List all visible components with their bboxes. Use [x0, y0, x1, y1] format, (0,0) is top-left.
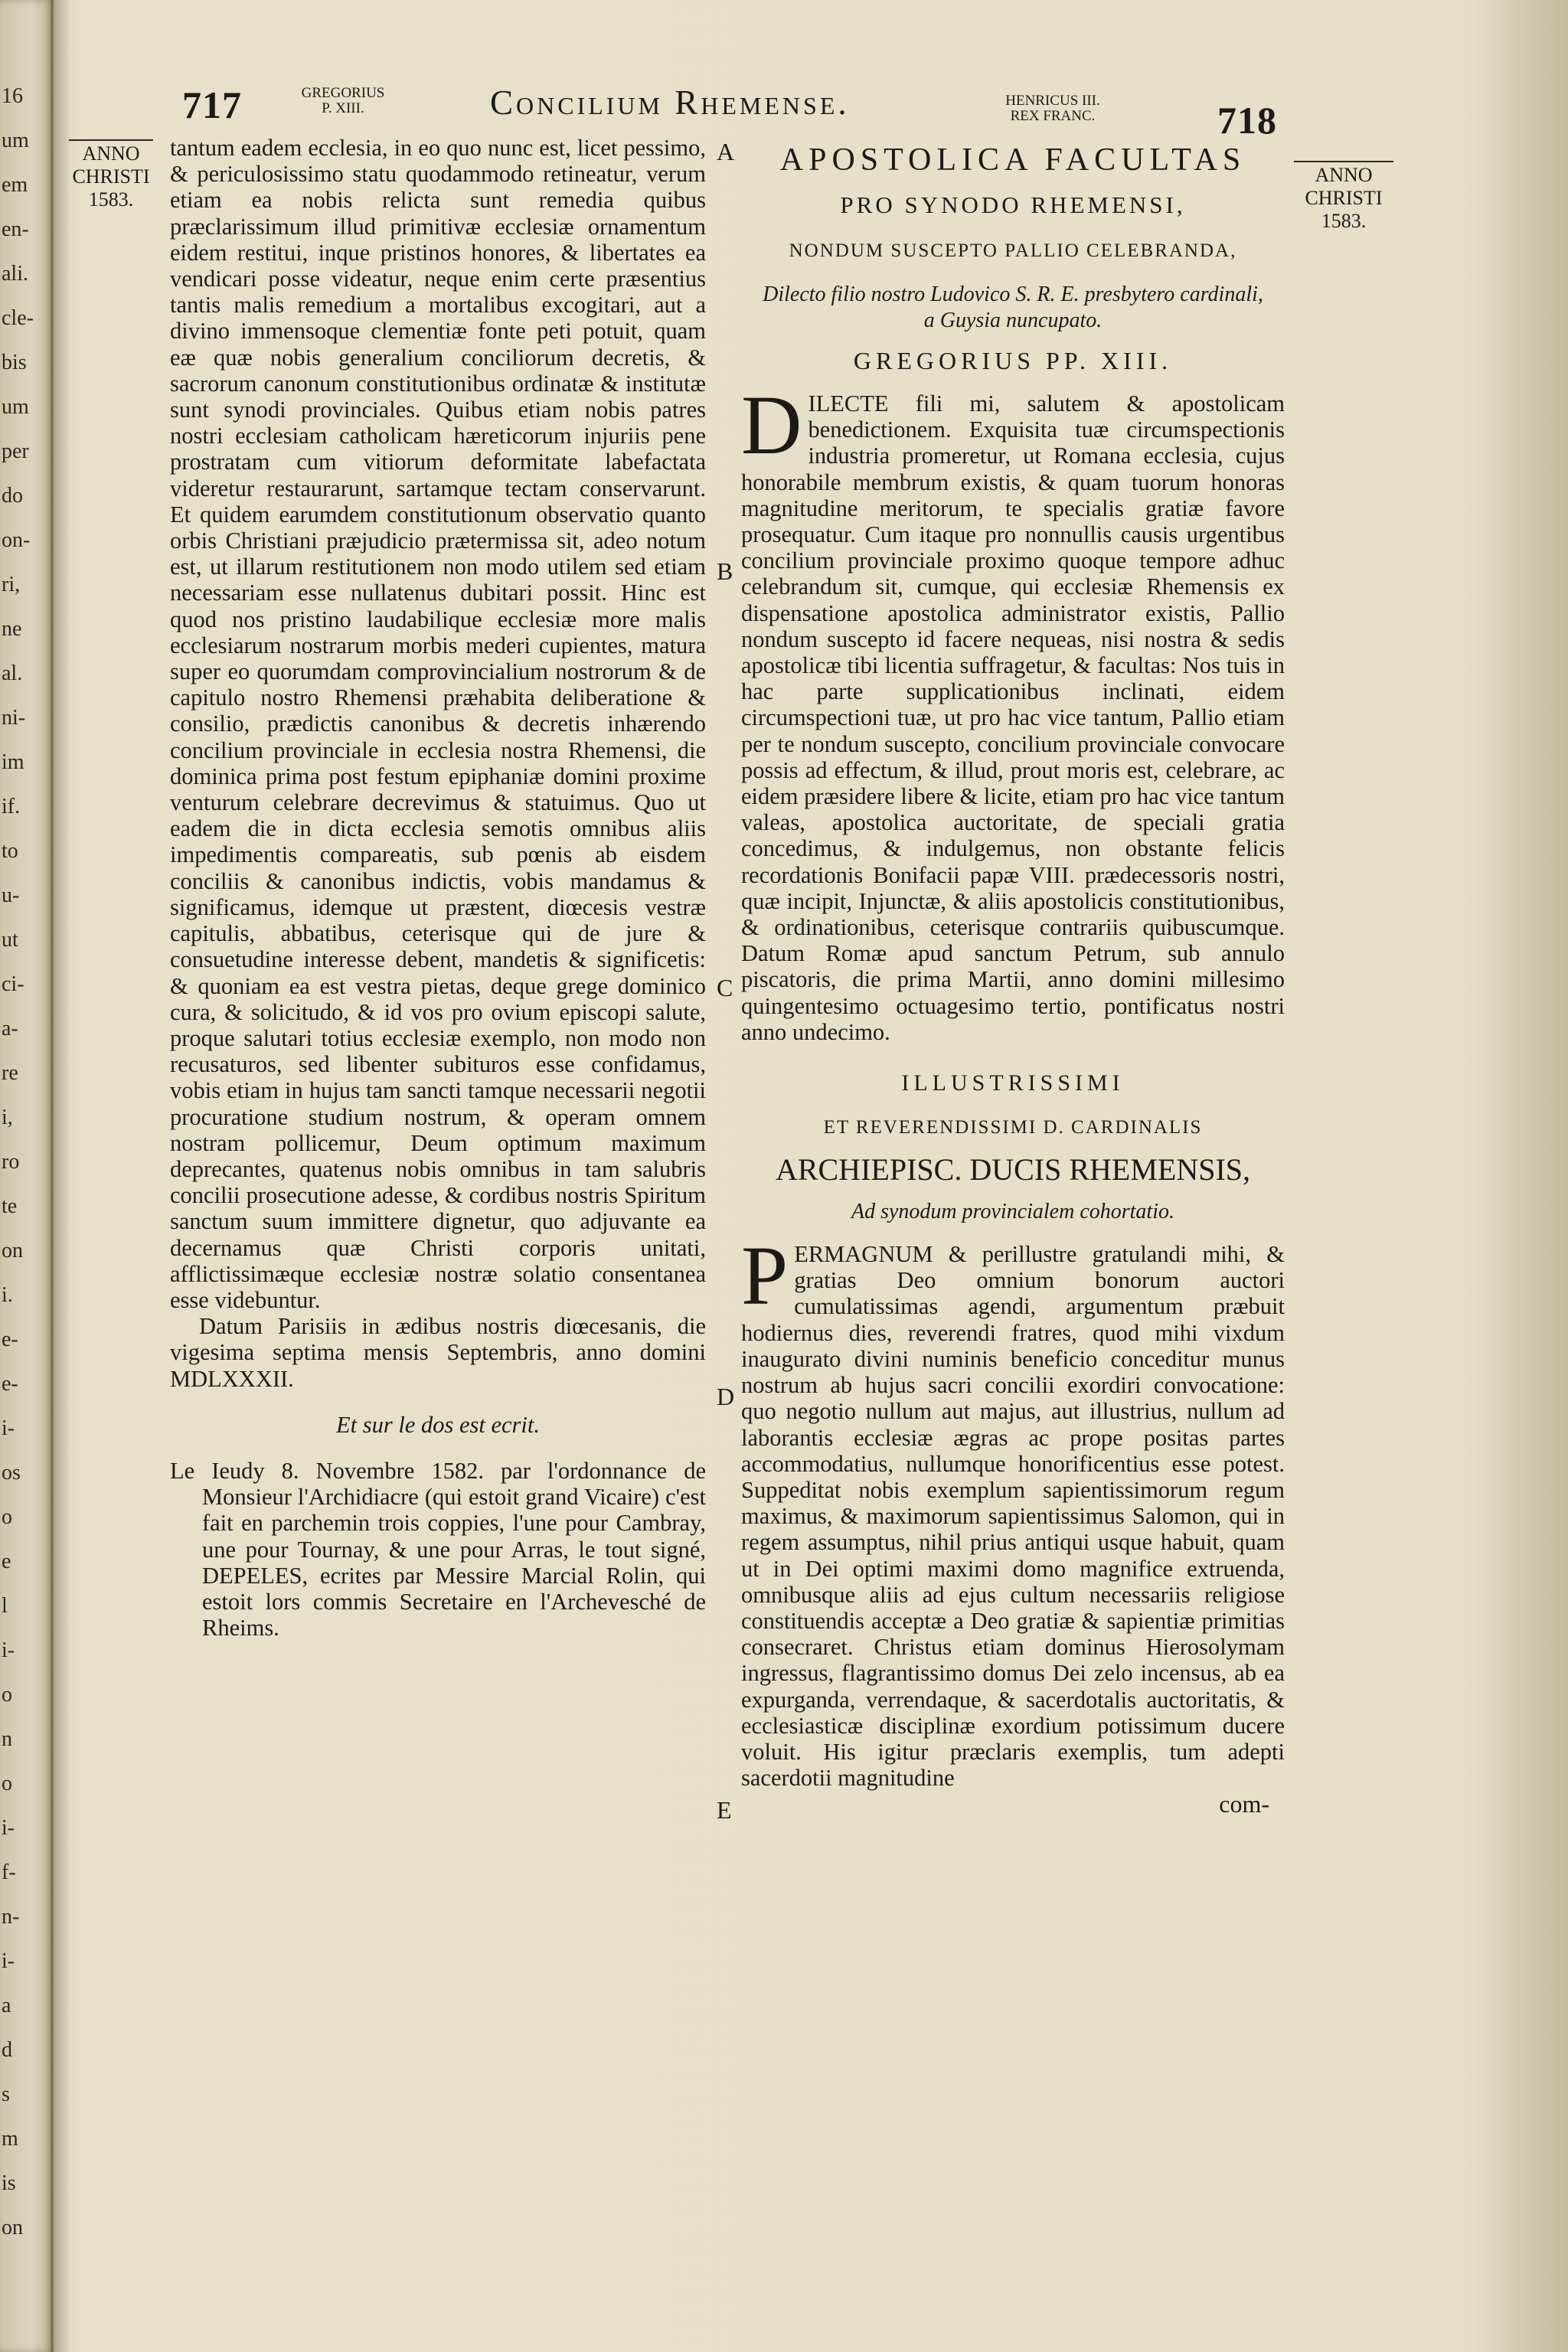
- heading-illustrissimi: ILLUSTRISSIMI: [901, 1070, 1125, 1096]
- letter-body: tantum eadem ecclesia, in eo quo nunc est, licet pessimo, & periculosissimo statu quodammodo retineatur, verum etiam ea nobis relicta sunt remedia quibus præclarissimum illud primitivæ ecclesiæ ornamentum eidem restitui, inque pristinos honores, & libertates ea vendicari posse videatur, neque enim certe præsentius tantis malis remedium a mortalibus excogitari, aut a divino immensoque clementiæ fonte peti potuit, quam eæ quæ nobis generalium conciliorum decretis, & sacrorum canonum constitutionibus ordinatæ & institutæ sunt synodi provinciales. Quibus etiam nobis patres nostri ecclesiam catholicam hæreticorum injuriis pene prostratam cum vitiorum deformitate labefactata videretur restaurarunt, sartamque tectam conservarunt. Et quidem earumdem constitutionum observatio quanto orbis Christiani præjudicio prætermissa sit, adeo notum est, ut illarum restitutionem non modo utilem sed etiam necessariam esse nullatenus dubitari possit. Hinc est quod nos pristino laudabilique ecclesiæ more malis ecclesiarum nostrarum morbis mederi cupientes, matura super eo quorumdam comprovincialium nostrorum & de capitulo nostro Rhemensi præhabita deliberatione & consilio, prædictis canonibus & decretis inhærendo concilium provinciale in ecclesia nostra Rhemensi, die dominica prima post festum epiphaniæ domini proxime venturum celebrare decrevimus & statuimus. Quo ut eadem die in dicta ecclesia semotis omnibus aliis impedimentis compareatis, sub pœnis ab eisdem conciliis & canonibus indictis, vobis mandamus & significamus, idemque ut præstent, diœcesis vestræ capitulis, abbatibus, ceterisque qui de jure & consuetudine interesse debent, mandetis & significetis: & quoniam ea est vestra pietas, deque grege dominico cura, & solicitudo, & id vos pro ovium episcopi salute, proque salutari totius ecclesiæ exemplo, non modo non recusaturos, sed libenter subituros esse confidamus, vobis etiam in hujus tam sancti tamque necessarii negotii procuratione studium nostrum, & operam omnem nostram pollicemur, Deum optimum maximum deprecantes, quatenus nobis omnibus in tam salubris concilii prosecutione adesse, & cordibus nostris Spiritum sanctum suum immittere dignetur, quo adjuvante ea decernamus quæ Christi corporis unitati, afflictissimæque ecclesiæ nostræ solatio consentanea esse videbuntur.: [170, 135, 706, 1313]
- left-pope-name: GREGORIUS: [301, 85, 385, 101]
- previous-page-fragment: is: [2, 2171, 16, 2195]
- letter-dateline: Datum Parisiis in ædibus nostris diœcesanis, die vigesima septima mensis Septembris, anno domini MDLXXXII.: [170, 1313, 706, 1392]
- previous-page-fragment: um: [2, 129, 29, 152]
- margin-rule: [69, 139, 153, 141]
- page-edge-shading: [1476, 0, 1568, 2352]
- brief-body: DILECTE fili mi, salutem & apostolicam benedictionem. Exquisita tuæ circumspectionis industria promeretur, ut Romana ecclesia, cujus honorabile membrum existis, & quam tuorum honoras magnitudine meritorum, te specialis gratiæ favore prosequatur. Cum itaque pro nonnullis causis urgentibus concilium provinciale proximo quoque tempore adhuc celebrandum sit, cumque, qui ecclesiæ Rhemensis ex dispensatione apostolica administrator existis, Pallio nondum suscepto id facere nequeas, nisi nostra & sedis apostolicæ tibi licentia suffragetur, & facultas: Nos tuis in hac parte supplicationibus inclinati, eidem circumspectioni tuæ, ut pro hac vice tantum, Pallio etiam per te nondum suscepto, concilium provinciale convocare possis ad effectum, & illud, prout moris est, celebrare, ac eidem præsidere libere & licite, etiam pro hac vice tantum valeas, apostolica auctoritate, de speciali gratia concedimus, & indulgemus, non obstante felicis recordationis Bonifacii papæ VIII. prædecessoris nostri, quæ incipit, Injunctæ, & aliis apostolicis constitutionibus, & ordinationibus, ceterisque contrariis quibuscumque. Datum Romæ apud sanctum Petrum, sub annulo piscatoris, die prima Martii, anno domini millesimo quingentesimo octuagesimo tertio, pontificatus nostri anno undecimo.: [741, 378, 1285, 1045]
- previous-page-edge: [0, 0, 54, 2352]
- previous-page-fragment: ni-: [2, 706, 26, 730]
- previous-page-fragment: i-: [2, 1416, 15, 1440]
- previous-page-fragment: o: [2, 1505, 12, 1529]
- heading-et-reverendissimi: ET REVERENDISSIMI D. CARDINALIS: [823, 1117, 1203, 1138]
- right-text-column: [741, 141, 1285, 1818]
- address-line: Dilecto filio nostro Ludovico S. R. E. presbytero cardinali, a Guysia nuncupato.: [763, 283, 1263, 332]
- right-king-name: HENRICUS III.: [1005, 93, 1100, 109]
- previous-page-fragment: u-: [2, 884, 20, 907]
- left-margin-anno: ANNO: [82, 142, 140, 165]
- title-nondum-suscepto: NONDUM SUSCEPTO PALLIO CELEBRANDA,: [789, 240, 1237, 261]
- previous-page-fragment: n-: [2, 1905, 20, 1929]
- previous-page-fragment: os: [2, 1461, 21, 1485]
- previous-page-fragment: al.: [2, 662, 23, 685]
- section-marker-e: E: [717, 1796, 732, 1824]
- previous-page-fragment: um: [2, 395, 29, 419]
- left-text-column: [170, 135, 706, 1641]
- previous-page-fragment: o: [2, 1772, 12, 1795]
- previous-page-fragment: a: [2, 1994, 11, 2017]
- previous-page-fragment: m: [2, 2127, 18, 2151]
- pope-heading: GREGORIUS PP. XIII.: [853, 347, 1173, 374]
- previous-page-fragment: i-: [2, 1638, 15, 1662]
- title-pro-synodo: PRO SYNODO RHEMENSI,: [840, 191, 1186, 218]
- running-title: Concilium Rhemense.: [490, 83, 850, 122]
- previous-page-fragment: e-: [2, 1372, 18, 1396]
- section-marker-c: C: [717, 974, 733, 1001]
- previous-page-fragment: i-: [2, 1949, 15, 1973]
- exhortation-body: PERMAGNUM & perillustre gratulandi mihi, & gratias Deo omnium bonorum auctori cumulatissimas agendi, argumentum præbuit hodiernus dies, reverendi fratres, quod mihi vixdum inaugurato divini numinis beneficio conceditur munus nostrum ab hujus sacri concilii exordiri convocatione: quo negotio nullum aut majus, aut illustrius, nullum ad laborantis ecclesiæ ægras ac prope positas partes accommodatius, nullumque honorificentius esse potest. Suppeditat nobis exemplum sapientissimorum regum maximus, & maximorum sapientissimus Salomon, qui in regem assumptus, nihil prius antiqui usque habuit, quam ut in Dei optimi maximi domo magnifice extruenda, omnibusque aliis ad ejus cultum necessariis religiose constituendis acceptæ a Deo gratiæ & sapientiæ primitias consecraret. Christus etiam dominus Hierosolymam ingressus, flagrantissimo domus Dei zelo incensus, ab ea expurganda, verrendaque, & sacerdotalis auctoritatis, & ecclesiasticæ disciplinæ exordium potissimum ducere voluit. His igitur præclaris exemplis, tum adepti sacerdotii magnitudine: [741, 1229, 1285, 1792]
- previous-page-fragment: cle-: [2, 306, 34, 330]
- exhortation-label: Ad synodum provincialem cohortatio.: [851, 1200, 1174, 1224]
- previous-page-fragment: i.: [2, 1283, 13, 1307]
- previous-page-fragment: if.: [2, 795, 21, 818]
- previous-page-fragment: 16: [2, 84, 23, 108]
- previous-page-fragment: ri,: [2, 573, 21, 596]
- previous-page-fragment: bis: [2, 351, 27, 374]
- previous-page-fragment: im: [2, 750, 24, 774]
- previous-page-fragment: on: [2, 2216, 23, 2239]
- left-margin-christi: CHRISTI: [72, 165, 150, 188]
- previous-page-fragment: on-: [2, 528, 31, 552]
- previous-page-fragment: l: [2, 1594, 8, 1618]
- previous-page-fragment: e: [2, 1550, 11, 1573]
- left-margin-year-note: [69, 138, 153, 211]
- previous-page-fragment: e-: [2, 1328, 18, 1351]
- gutter-shadow: [51, 0, 70, 2352]
- previous-page-fragment: i-: [2, 1816, 15, 1840]
- previous-page-fragment: d: [2, 2038, 12, 2062]
- previous-page-fragment: to: [2, 839, 18, 863]
- margin-rule: [1294, 161, 1393, 162]
- right-margin-year: 1583.: [1321, 210, 1367, 232]
- left-margin-year: 1583.: [88, 188, 134, 211]
- previous-page-fragment: a-: [2, 1017, 18, 1040]
- catchword: com-: [1219, 1790, 1269, 1818]
- endorsement-heading: Et sur le dos est ecrit.: [336, 1411, 540, 1438]
- previous-page-fragment: ut: [2, 928, 18, 952]
- left-pope-header: [297, 86, 389, 139]
- heading-archiepisc: ARCHIEPISC. DUCIS RHEMENSIS,: [775, 1152, 1251, 1187]
- previous-page-fragment: en-: [2, 217, 29, 241]
- previous-page-fragment: i,: [2, 1106, 13, 1129]
- left-pope-number: P. XIII.: [322, 100, 364, 116]
- section-marker-d: D: [717, 1383, 735, 1410]
- endorsement-text: Le Ieudy 8. Novembre 1582. par l'ordonnance de Monsieur l'Archidiacre (qui estoit grand Vicaire) c'est fait en parchemin trois coppies, l'une pour Cambray, une pour Tournay, & une pour Arras, le tout signé, DEPELES, ecrites par Messire Marcial Rolin, qui estoit lors commis Secretaire en l'Archevesché de Rheims.: [170, 1457, 706, 1642]
- section-marker-b: B: [717, 557, 733, 585]
- previous-page-fragment: re: [2, 1061, 18, 1085]
- previous-page-fragment: f-: [2, 1860, 16, 1884]
- previous-page-fragment: te: [2, 1194, 18, 1218]
- previous-page-fragment: on: [2, 1239, 23, 1263]
- right-margin-christi: CHRISTI: [1305, 187, 1383, 209]
- right-king-header: [988, 93, 1118, 147]
- section-marker-a: A: [717, 138, 735, 165]
- previous-page-fragment: ali.: [2, 262, 28, 286]
- previous-page-fragment: o: [2, 1683, 12, 1707]
- previous-page-fragment: ci-: [2, 972, 24, 996]
- previous-page-fragment: do: [2, 484, 23, 508]
- right-page-number: 718: [1217, 99, 1277, 142]
- right-margin-anno: ANNO: [1315, 164, 1373, 186]
- title-apostolica-facultas: APOSTOLICA FACULTAS: [779, 142, 1246, 178]
- previous-page-fragment: ne: [2, 617, 22, 641]
- previous-page-fragment: n: [2, 1727, 12, 1751]
- left-page-number: 717: [182, 83, 242, 126]
- previous-page-fragment: em: [2, 173, 28, 197]
- previous-page-fragment: s: [2, 2082, 10, 2106]
- right-margin-year-note: [1294, 159, 1393, 233]
- previous-page-fragment: per: [2, 439, 29, 463]
- right-king-title: REX FRANC.: [1010, 108, 1096, 124]
- previous-page-fragment: ro: [2, 1150, 20, 1174]
